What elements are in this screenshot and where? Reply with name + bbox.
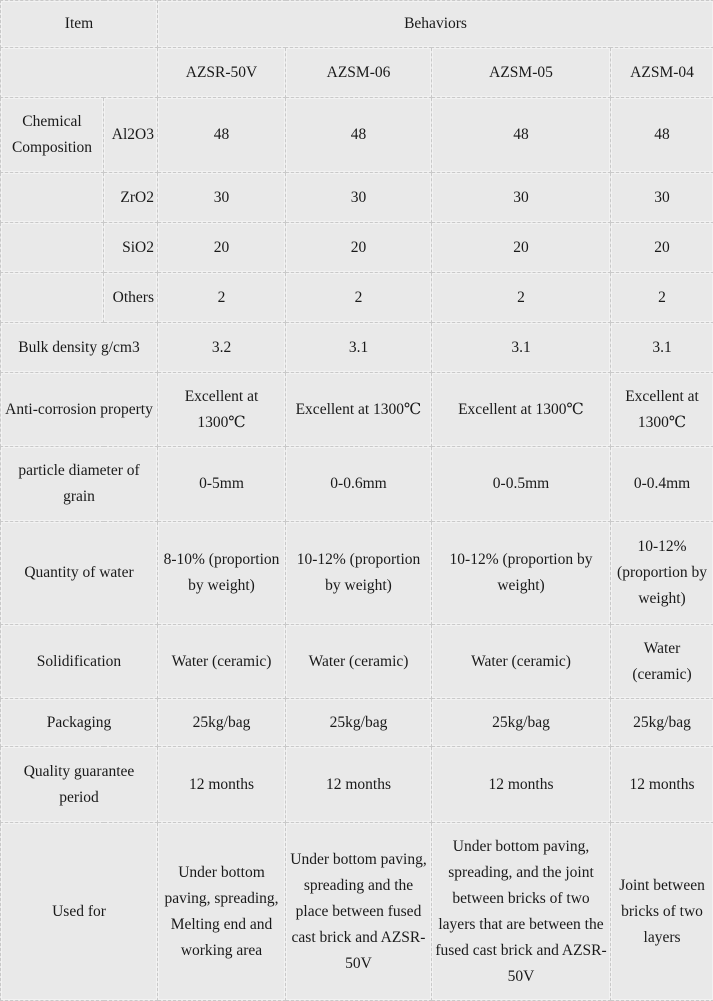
- row-label: Packaging: [1, 699, 158, 747]
- table-row: [1, 447, 713, 522]
- value-cell: 25kg/bag: [432, 699, 611, 747]
- value-cell: 30: [158, 173, 286, 223]
- value-cell: 48: [158, 98, 286, 173]
- row-label: Anti-corrosion property: [1, 373, 158, 447]
- value-cell: Excellent at 1300℃: [432, 373, 611, 447]
- value-cell: 12 months: [158, 747, 286, 823]
- table-row: [1, 625, 713, 699]
- table-row: [1, 522, 713, 625]
- component-label: Al2O3: [104, 98, 158, 173]
- value-cell: Water (ceramic): [158, 625, 286, 699]
- value-cell: 48: [286, 98, 432, 173]
- value-cell: 20: [611, 223, 713, 273]
- chemical-composition-label: Chemical Composition: [1, 98, 104, 173]
- value-cell: 2: [158, 273, 286, 323]
- empty-cell: [1, 273, 104, 323]
- table-row: [1, 373, 713, 447]
- empty-cell: [1, 223, 104, 273]
- value-cell: 3.1: [611, 323, 713, 373]
- behaviors-header: Behaviors: [158, 1, 713, 48]
- value-cell: 48: [611, 98, 713, 173]
- model-header: AZSM-04: [611, 48, 713, 98]
- value-cell: Water (ceramic): [286, 625, 432, 699]
- value-cell: 20: [432, 223, 611, 273]
- value-cell: Joint between bricks of two layers: [611, 823, 713, 1001]
- row-label: Quality guarantee period: [1, 747, 158, 823]
- value-cell: 12 months: [611, 747, 713, 823]
- value-cell: Excellent at 1300℃: [158, 373, 286, 447]
- value-cell: 25kg/bag: [286, 699, 432, 747]
- value-cell: Under bottom paving, spreading, Melting end and working area: [158, 823, 286, 1001]
- value-cell: Under bottom paving, spreading, and the joint between bricks of two layers that are between the fused cast brick and AZSR-50V: [432, 823, 611, 1001]
- table-row: [1, 323, 713, 373]
- table-row: [1, 823, 713, 1001]
- value-cell: 10-12% (proportion by weight): [432, 522, 611, 625]
- empty-cell: [1, 48, 158, 98]
- value-cell: Under bottom paving, spreading and the place between fused cast brick and AZSR-50V: [286, 823, 432, 1001]
- table-row: [1, 699, 713, 747]
- value-cell: 2: [286, 273, 432, 323]
- header-row: [1, 1, 713, 48]
- model-header: AZSM-06: [286, 48, 432, 98]
- value-cell: 12 months: [286, 747, 432, 823]
- value-cell: 30: [286, 173, 432, 223]
- value-cell: 3.2: [158, 323, 286, 373]
- value-cell: 0-5mm: [158, 447, 286, 522]
- value-cell: 2: [432, 273, 611, 323]
- table-row: [1, 273, 713, 323]
- table-row: [1, 747, 713, 823]
- component-label: SiO2: [104, 223, 158, 273]
- value-cell: 20: [158, 223, 286, 273]
- value-cell: Excellent at 1300℃: [286, 373, 432, 447]
- value-cell: 0-0.6mm: [286, 447, 432, 522]
- model-row: [1, 48, 713, 98]
- value-cell: 3.1: [432, 323, 611, 373]
- component-label: Others: [104, 273, 158, 323]
- value-cell: 25kg/bag: [158, 699, 286, 747]
- value-cell: 30: [611, 173, 713, 223]
- row-label: Quantity of water: [1, 522, 158, 625]
- value-cell: 25kg/bag: [611, 699, 713, 747]
- row-label: particle diameter of grain: [1, 447, 158, 522]
- value-cell: 0-0.4mm: [611, 447, 713, 522]
- value-cell: 2: [611, 273, 713, 323]
- model-header: AZSM-05: [432, 48, 611, 98]
- value-cell: 0-0.5mm: [432, 447, 611, 522]
- table-row: [1, 173, 713, 223]
- empty-cell: [1, 173, 104, 223]
- table-row: [1, 98, 713, 173]
- model-header: AZSR-50V: [158, 48, 286, 98]
- value-cell: 8-10% (proportion by weight): [158, 522, 286, 625]
- value-cell: 20: [286, 223, 432, 273]
- table-row: [1, 223, 713, 273]
- item-header: Item: [1, 1, 158, 48]
- row-label: Used for: [1, 823, 158, 1001]
- value-cell: 3.1: [286, 323, 432, 373]
- value-cell: Water (ceramic): [432, 625, 611, 699]
- value-cell: Excellent at 1300℃: [611, 373, 713, 447]
- value-cell: 12 months: [432, 747, 611, 823]
- row-label: Bulk density g/cm3: [1, 323, 158, 373]
- component-label: ZrO2: [104, 173, 158, 223]
- value-cell: 10-12% (proportion by weight): [286, 522, 432, 625]
- value-cell: 48: [432, 98, 611, 173]
- value-cell: Water (ceramic): [611, 625, 713, 699]
- row-label: Solidification: [1, 625, 158, 699]
- value-cell: 30: [432, 173, 611, 223]
- value-cell: 10-12% (proportion by weight): [611, 522, 713, 625]
